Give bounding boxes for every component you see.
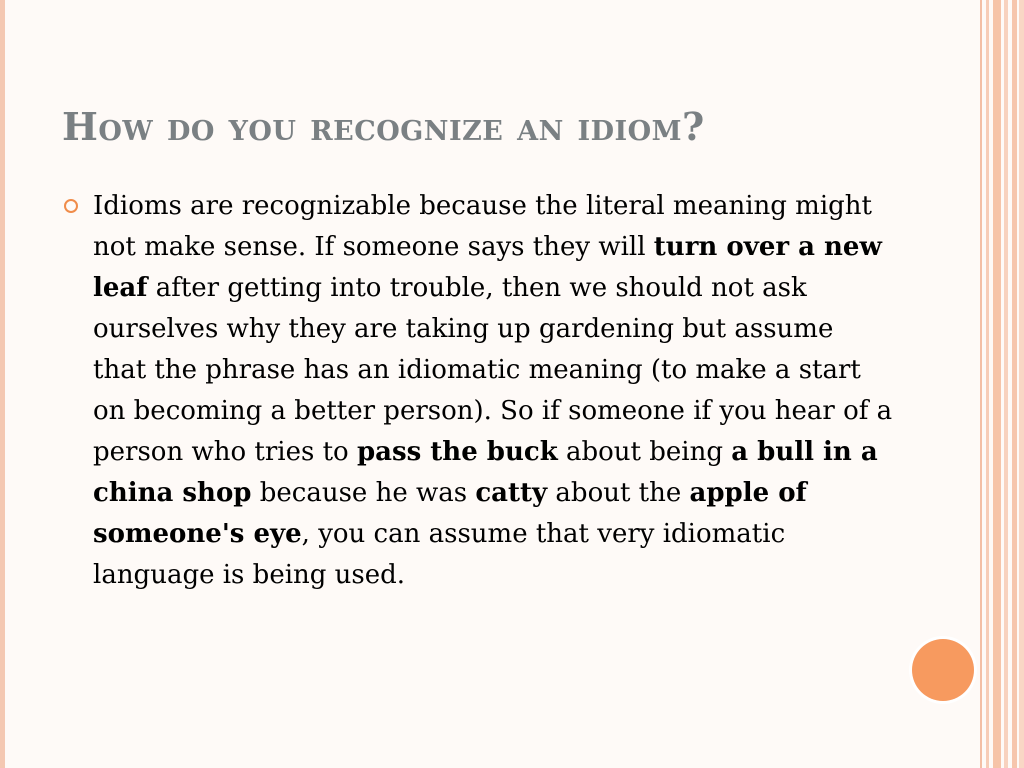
body-text: about the <box>547 478 690 508</box>
body-text: because he was <box>251 478 476 508</box>
body-text: about being <box>557 437 732 467</box>
body-paragraph <box>93 186 893 596</box>
decorative-orange-circle <box>912 639 974 701</box>
left-border <box>0 0 5 768</box>
stripe <box>1004 0 1008 768</box>
body-text: , you can assume that very idiomatic language is being used. <box>93 519 786 590</box>
stripe <box>980 0 982 768</box>
right-stripe-decoration <box>980 0 1024 768</box>
stripe <box>986 0 989 768</box>
body-text: Idioms are recognizable because the literal meaning might not make sense. If someone says they will <box>93 191 872 262</box>
bullet-circle-icon <box>64 199 78 213</box>
slide-title: How do you recognize an idiom? <box>62 104 705 149</box>
idiom-apple-of-someones-eye: apple of someone's eye <box>93 478 807 549</box>
stripe <box>1012 0 1017 768</box>
stripe <box>1019 0 1024 768</box>
stripe <box>993 0 1001 768</box>
body-text: after getting into trouble, then we should not ask ourselves why they are taking up gardening but assume that the phrase has an idiomatic meaning (to make a start on becoming a better person). So if someone if you hear of a person who tries to <box>93 273 893 467</box>
idiom-turn-over-a-new-leaf: turn over a new leaf <box>93 232 882 303</box>
idiom-pass-the-buck: pass the buck <box>356 437 558 467</box>
idiom-catty: catty <box>475 478 548 508</box>
idiom-bull-in-a-china-shop: a bull in a china shop <box>93 437 878 508</box>
